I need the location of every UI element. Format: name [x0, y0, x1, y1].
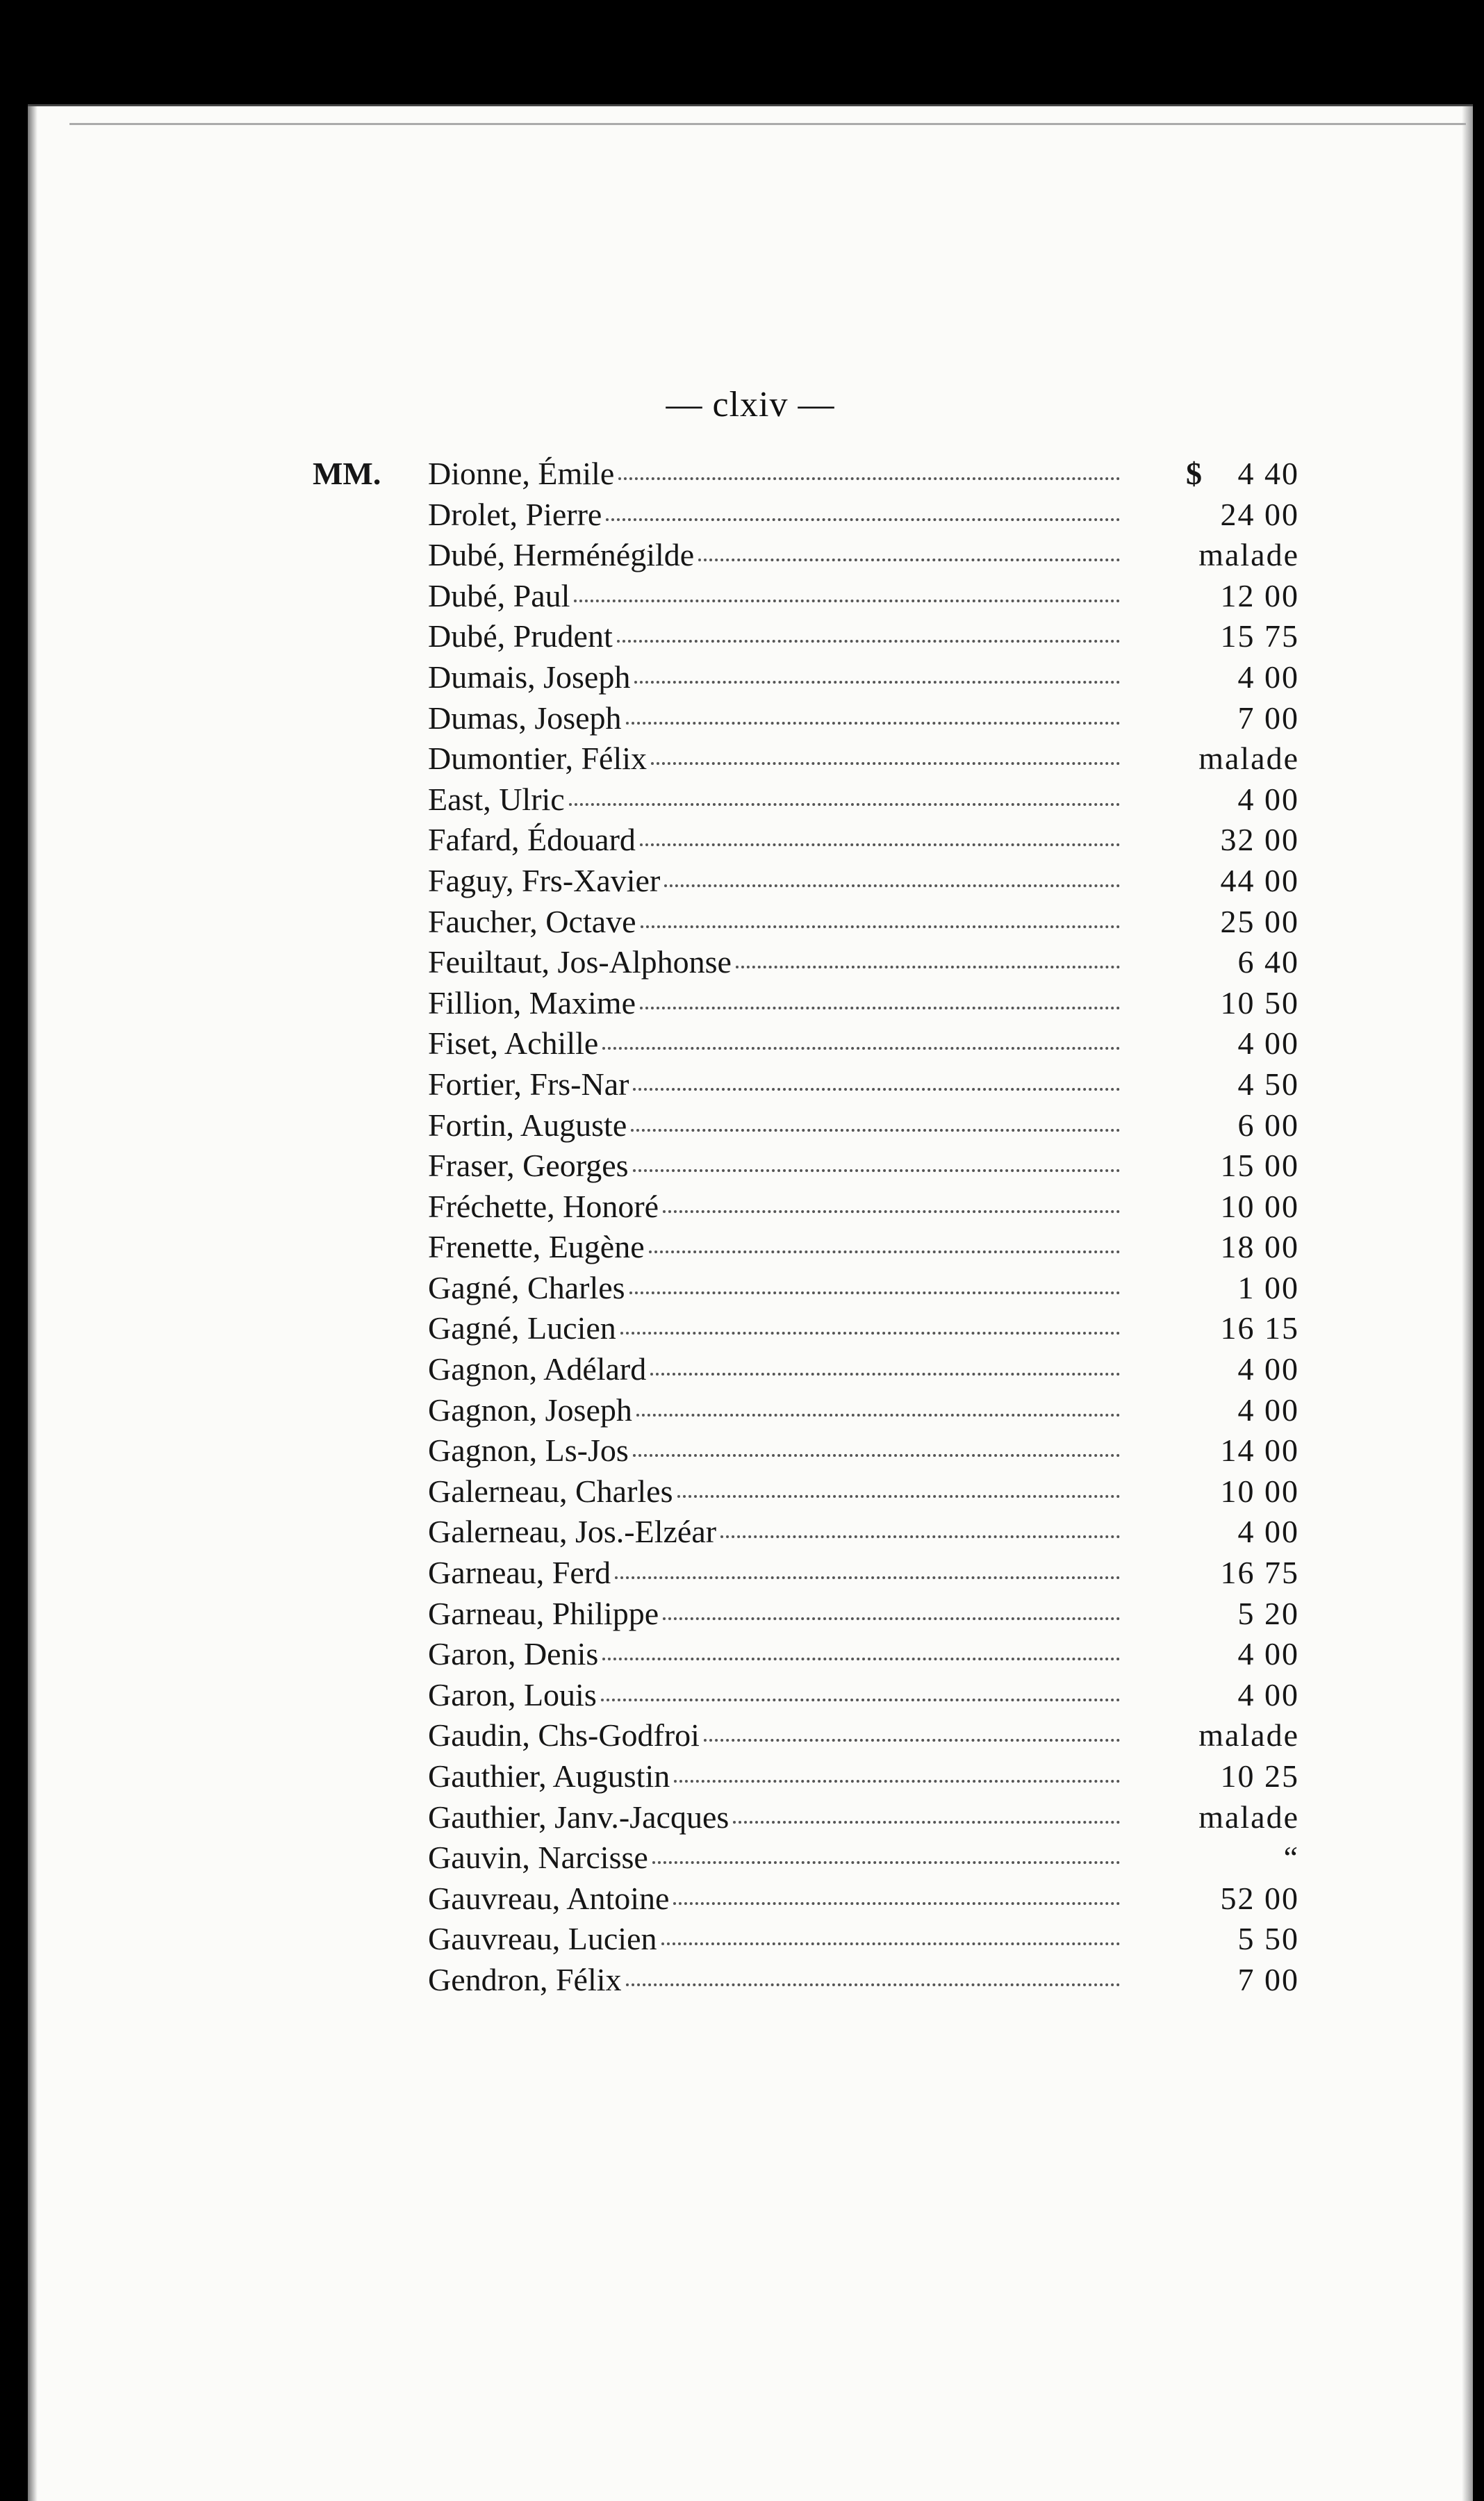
list-item: [313, 1390, 1299, 1431]
entry-name-text: Garneau, Ferd: [428, 1555, 611, 1591]
dot-leader: [618, 454, 1120, 480]
entry-name: [428, 1838, 1120, 1879]
entry-amount: malade: [1198, 1799, 1299, 1835]
dot-leader: [698, 535, 1120, 561]
dot-leader: [633, 1064, 1120, 1091]
dot-leader: [736, 942, 1120, 968]
entry-name: [428, 1879, 1120, 1920]
entry-name: [428, 616, 1120, 657]
entry-amount: 1 00: [1237, 1269, 1299, 1305]
entry-name: [428, 1594, 1120, 1635]
entry-name-text: Dubé, Paul: [428, 577, 570, 613]
dot-leader: [633, 1146, 1120, 1172]
entry-amount: 7 00: [1237, 700, 1299, 736]
dot-leader: [634, 657, 1120, 684]
list-item: [313, 1919, 1299, 1960]
dot-leader: [661, 1919, 1120, 1945]
dot-leader: [641, 902, 1120, 928]
list-item: [313, 535, 1299, 576]
entry-name-text: Fortier, Frs-Nar: [428, 1066, 629, 1102]
entry-name-text: Gagné, Lucien: [428, 1310, 616, 1346]
entry-name-text: Dubé, Herménégilde: [428, 537, 695, 573]
list-item: [313, 1023, 1299, 1064]
entry-amount: 4 50: [1237, 1066, 1299, 1102]
entry-name-text: Dumais, Joseph: [428, 659, 631, 695]
list-item: [313, 1105, 1299, 1146]
entry-name-text: Garon, Denis: [428, 1636, 599, 1672]
entry-amount: 10 50: [1220, 984, 1299, 1021]
entry-name: [428, 1308, 1120, 1349]
entry-amount: 4 00: [1237, 659, 1299, 695]
list-item: [313, 738, 1299, 779]
list-item: [313, 902, 1299, 943]
dot-leader: [650, 1349, 1120, 1376]
list-item: [313, 1960, 1299, 2001]
subscriber-list: [313, 454, 1299, 2001]
entry-name-text: Fiset, Achille: [428, 1025, 599, 1062]
entry-amount: malade: [1198, 1717, 1299, 1753]
page-sheet: [28, 104, 1473, 2501]
entry-name-text: Gauvreau, Lucien: [428, 1921, 657, 1957]
entry-name-text: Galerneau, Charles: [428, 1473, 673, 1509]
entry-name: [428, 1064, 1120, 1105]
entry-name-text: Dubé, Prudent: [428, 618, 613, 654]
entry-name-text: Gaudin, Chs-Godfroi: [428, 1717, 700, 1753]
entry-name: [428, 1349, 1120, 1390]
dot-leader: [629, 1268, 1120, 1294]
entry-name-text: Fréchette, Honoré: [428, 1188, 659, 1224]
currency-symbol: $: [1186, 456, 1202, 491]
dot-leader: [633, 1430, 1120, 1457]
list-item: [313, 1838, 1299, 1879]
entry-name-text: Faucher, Octave: [428, 903, 636, 939]
dot-leader: [602, 1634, 1120, 1660]
list-item: [313, 1146, 1299, 1187]
list-item: [313, 1268, 1299, 1309]
entry-name-text: Dumas, Joseph: [428, 700, 622, 736]
dot-leader: [602, 1023, 1120, 1050]
entry-name: [428, 1471, 1120, 1512]
entry-name: [428, 1430, 1120, 1471]
dot-leader: [617, 616, 1120, 643]
dot-leader: [636, 1390, 1120, 1417]
entry-amount: 16 15: [1220, 1310, 1299, 1346]
entry-amount: 10 25: [1220, 1758, 1299, 1794]
list-item: [313, 942, 1299, 983]
dot-leader: [704, 1715, 1120, 1742]
entry-name-text: Faguy, Frs-Xavier: [428, 862, 661, 898]
entry-name: [428, 1512, 1120, 1553]
list-item: [313, 1675, 1299, 1716]
list-item: [313, 1756, 1299, 1797]
entry-name: [428, 1105, 1120, 1146]
entry-amount: 5 20: [1237, 1595, 1299, 1631]
list-item: [313, 861, 1299, 902]
dot-leader: [574, 576, 1120, 602]
honorific-prefix: MM.: [313, 456, 381, 491]
entry-name: [428, 1756, 1120, 1797]
entry-amount: malade: [1198, 741, 1299, 777]
entry-name: [428, 1268, 1120, 1309]
page-number: — clxiv —: [666, 385, 835, 424]
entry-name: [428, 902, 1120, 943]
entry-name: [428, 698, 1120, 739]
list-item: [313, 1187, 1299, 1228]
list-item: [313, 820, 1299, 861]
page-right-shadow: [1462, 106, 1473, 2501]
entry-amount: 5 50: [1237, 1921, 1299, 1957]
list-item: [313, 1430, 1299, 1471]
list-item: [313, 1227, 1299, 1268]
entry-name: [428, 576, 1120, 617]
list-item: [313, 454, 1299, 495]
entry-name: [428, 1023, 1120, 1064]
dot-leader: [601, 1675, 1120, 1701]
dot-leader: [631, 1105, 1120, 1132]
list-item: [313, 1594, 1299, 1635]
entry-amount: 52 00: [1220, 1880, 1299, 1916]
entry-name-text: Garon, Louis: [428, 1676, 597, 1712]
list-item: [313, 1879, 1299, 1920]
entry-amount: 10 00: [1220, 1473, 1299, 1509]
list-item: [313, 657, 1299, 698]
entry-name: [428, 535, 1120, 576]
entry-amount: 4 00: [1237, 1636, 1299, 1672]
entry-amount: “: [1283, 1840, 1299, 1876]
list-item: [313, 1512, 1299, 1553]
entry-name-text: Drolet, Pierre: [428, 496, 602, 532]
page-left-shadow: [28, 106, 38, 2501]
entry-name: [428, 1390, 1120, 1431]
entry-name: [428, 983, 1120, 1024]
entry-amount: 7 00: [1237, 1961, 1299, 1997]
entry-name: [428, 1553, 1120, 1594]
entry-name: [428, 657, 1120, 698]
dot-leader: [652, 1838, 1120, 1864]
entry-amount: 15 00: [1220, 1148, 1299, 1184]
entry-amount: 4 00: [1237, 1392, 1299, 1428]
dot-leader: [677, 1471, 1120, 1498]
list-item: [313, 983, 1299, 1024]
dot-leader: [663, 1594, 1120, 1620]
list-item: [313, 698, 1299, 739]
entry-name-text: Gagnon, Adélard: [428, 1351, 647, 1387]
entry-amount: 6 40: [1237, 944, 1299, 980]
entry-name-text: Fillion, Maxime: [428, 984, 636, 1021]
dot-leader: [620, 1308, 1120, 1335]
dot-leader: [664, 861, 1120, 887]
entry-amount: malade: [1198, 537, 1299, 573]
entry-name-text: Gauthier, Janv.-Jacques: [428, 1799, 729, 1835]
dot-leader: [663, 1187, 1120, 1213]
dot-leader: [626, 1960, 1120, 1986]
entry-amount: 4 00: [1237, 1351, 1299, 1387]
dot-leader: [640, 820, 1120, 846]
entry-name-text: Fortin, Auguste: [428, 1107, 627, 1143]
dot-leader: [674, 1756, 1120, 1783]
list-item: [313, 1349, 1299, 1390]
entry-name: [428, 1227, 1120, 1268]
entry-name: [428, 1146, 1120, 1187]
entry-name: [428, 1960, 1120, 2001]
entry-name-text: Feuiltaut, Jos-Alphonse: [428, 944, 732, 980]
entry-name: [428, 1675, 1120, 1716]
entry-name-text: Gauvin, Narcisse: [428, 1840, 648, 1876]
entry-amount: 24 00: [1220, 496, 1299, 532]
entry-name-text: Frenette, Eugène: [428, 1229, 645, 1265]
dot-leader: [720, 1512, 1120, 1538]
entry-name: [428, 1634, 1120, 1675]
list-item: [313, 616, 1299, 657]
entry-amount: 4 00: [1237, 1025, 1299, 1062]
entry-amount: 4 00: [1237, 1676, 1299, 1712]
entry-amount: 12 00: [1220, 577, 1299, 613]
entry-name: [428, 1187, 1120, 1228]
list-item: [313, 1308, 1299, 1349]
list-item: [313, 1553, 1299, 1594]
dot-leader: [651, 738, 1120, 765]
entry-name: [428, 820, 1120, 861]
entry-name-text: Dionne, Émile: [428, 456, 615, 491]
entry-name-text: East, Ulric: [428, 781, 565, 817]
entry-name: [428, 454, 1120, 495]
entry-amount: 4 00: [1237, 1514, 1299, 1550]
entry-name: [428, 1715, 1120, 1756]
entry-amount: 14 00: [1220, 1433, 1299, 1469]
entry-name-text: Galerneau, Jos.-Elzéar: [428, 1514, 717, 1550]
list-item: [313, 1064, 1299, 1105]
list-item: [313, 779, 1299, 820]
dot-leader: [569, 779, 1120, 806]
entry-amount: 18 00: [1220, 1229, 1299, 1265]
list-item: [313, 1715, 1299, 1756]
dot-leader: [673, 1879, 1120, 1905]
list-item: [313, 1797, 1299, 1838]
entry-amount: 25 00: [1220, 903, 1299, 939]
entry-amount: 4 00: [1237, 781, 1299, 817]
entry-amount: 6 00: [1237, 1107, 1299, 1143]
entry-name: [428, 861, 1120, 902]
list-item: [313, 576, 1299, 617]
entry-name-text: Gendron, Félix: [428, 1961, 622, 1997]
dot-leader: [606, 495, 1120, 521]
list-item: [313, 1471, 1299, 1512]
entry-amount: 10 00: [1220, 1188, 1299, 1224]
entry-name: [428, 738, 1120, 779]
dot-leader: [626, 698, 1120, 725]
entry-amount: 15 75: [1220, 618, 1299, 654]
entry-name-text: Fraser, Georges: [428, 1148, 629, 1184]
entry-name-text: Gagné, Charles: [428, 1269, 625, 1305]
page-top-rule: [69, 123, 1466, 125]
entry-name-text: Gauthier, Augustin: [428, 1758, 670, 1794]
entry-name-text: Gagnon, Ls-Jos: [428, 1433, 629, 1469]
dot-leader: [649, 1227, 1120, 1253]
list-item: [313, 1634, 1299, 1675]
entry-name-text: Dumontier, Félix: [428, 741, 648, 777]
entry-name: [428, 495, 1120, 536]
entry-name: [428, 779, 1120, 820]
entry-name-text: Garneau, Philippe: [428, 1595, 659, 1631]
entry-amount: 16 75: [1220, 1555, 1299, 1591]
entry-name-text: Gauvreau, Antoine: [428, 1880, 670, 1916]
entry-amount: 4 40: [1237, 456, 1299, 491]
dot-leader: [733, 1797, 1120, 1824]
entry-name-text: Fafard, Édouard: [428, 822, 636, 858]
dot-leader: [640, 983, 1120, 1009]
entry-amount: 44 00: [1220, 862, 1299, 898]
dot-leader: [615, 1553, 1120, 1579]
entry-name: [428, 942, 1120, 983]
list-item: [313, 495, 1299, 536]
entry-amount: 32 00: [1220, 822, 1299, 858]
entry-name-text: Gagnon, Joseph: [428, 1392, 632, 1428]
entry-name: [428, 1797, 1120, 1838]
entry-name: [428, 1919, 1120, 1960]
